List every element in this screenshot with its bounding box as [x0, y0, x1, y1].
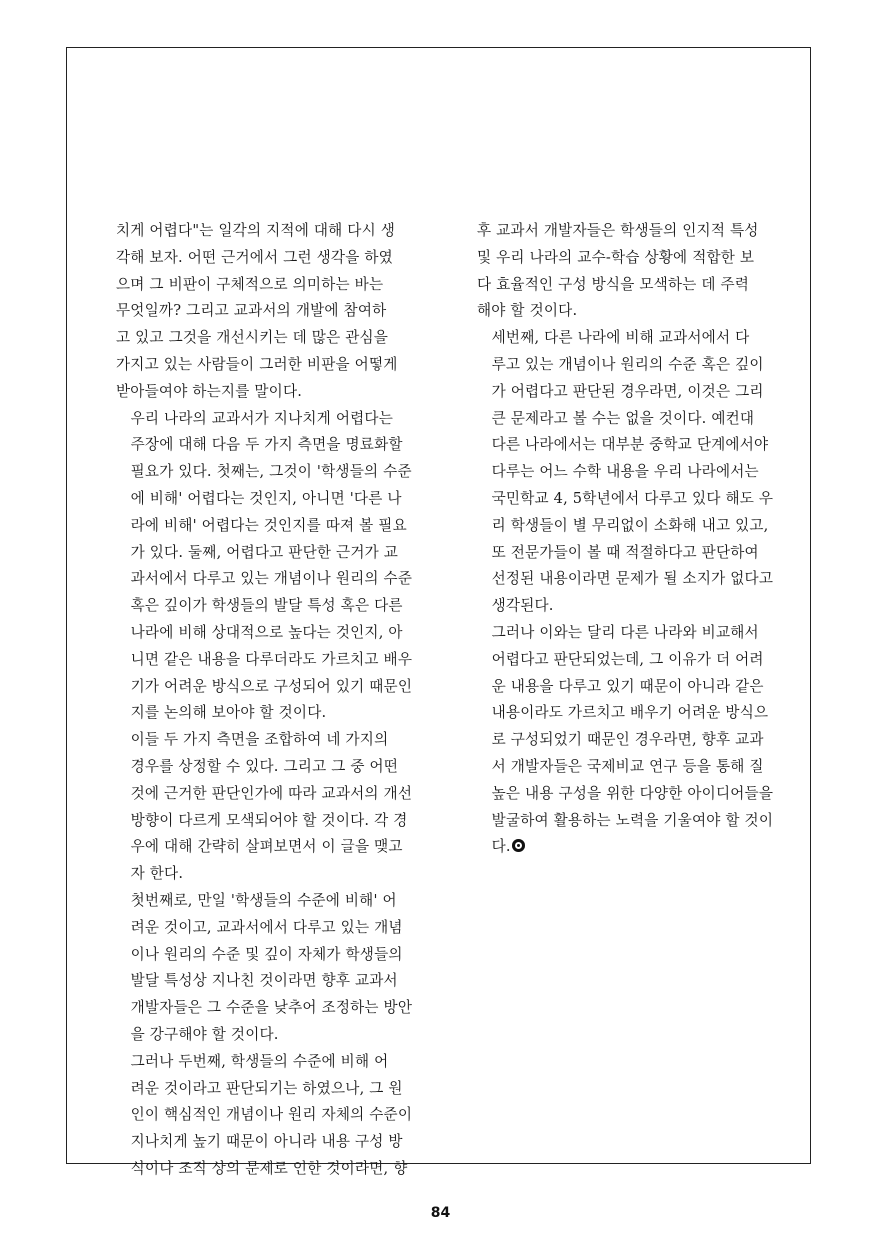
text-line: 서 개발자들은 국제비교 연구 등을 통해 질: [491, 757, 764, 775]
text-line: 으며 그 비판이 구체적으로 의미하는 바는: [116, 275, 384, 293]
text-line: 지를 논의해 보아야 할 것이다.: [130, 704, 327, 722]
text-line: 리 학생들이 별 무리없이 소화해 내고 있고,: [491, 516, 769, 534]
text-line: 치게 어렵다"는 일각의 지적에 대해 다시 생: [116, 222, 396, 239]
text-line: 나라에 비해 상대적으로 높다는 것인지, 아: [130, 623, 403, 641]
end-of-article-icon: [512, 839, 525, 852]
text-line: 혹은 깊이가 학생들의 발달 특성 혹은 다른: [130, 597, 403, 615]
text-line: 무엇일까? 그리고 교과서의 개발에 참여하: [116, 302, 387, 320]
text-line: 운 내용을 다루고 있기 때문이 아니라 같은: [491, 677, 764, 695]
text-line: 경우를 상정할 수 있다. 그리고 그 중 어떤: [130, 757, 399, 775]
text-line: 인이 핵심적인 개념이나 원리 자체의 수준이: [130, 1106, 413, 1124]
text-line: 그러나 두번째, 학생들의 수준에 비해 어: [130, 1052, 389, 1070]
text-line: 루고 있는 개념이나 원리의 수준 혹은 깊이: [491, 355, 764, 373]
text-line: 과서에서 다루고 있는 개념이나 원리의 수준: [130, 570, 413, 588]
text-line: 필요가 있다. 첫째는, 그것이 '학생들의 수준: [130, 463, 412, 481]
text-line: 다른 나라에서는 대부분 중학교 단계에서야: [491, 436, 769, 454]
text-line: 생각된다.: [491, 597, 554, 615]
text-line: 다루는 어느 수학 내용을 우리 나라에서는: [491, 463, 759, 481]
left-text-column: [116, 218, 438, 1183]
text-line: 받아들여야 하는지를 말이다.: [116, 382, 303, 400]
paragraph: [477, 325, 799, 620]
text-line: 발달 특성상 지나친 것이라면 향후 교과서: [130, 972, 398, 990]
page-number: 84: [430, 1205, 451, 1221]
text-line: 려운 것이라고 판단되기는 하였으나, 그 원: [130, 1079, 403, 1097]
text-line: 방향이 다르게 모색되어야 할 것이다. 각 경: [130, 811, 408, 829]
text-line: 그러나 이와는 달리 다른 나라와 비교해서: [491, 623, 759, 641]
text-line: 식이나 조직 상의 문제로 인한 것이라면, 향: [130, 1159, 408, 1177]
text-line: 선정된 내용이라면 문제가 될 소지가 없다고: [491, 570, 774, 588]
text-line: 후 교과서 개발자들은 학생들의 인지적 특성: [477, 222, 759, 239]
text-line: 각해 보자. 어떤 근거에서 그런 생각을 하였: [116, 248, 393, 266]
text-line: 려운 것이고, 교과서에서 다루고 있는 개념: [130, 918, 403, 936]
text-line: 우리 나라의 교과서가 지나치게 어렵다는: [130, 409, 394, 427]
paragraph: [477, 218, 799, 325]
right-text-column: [477, 218, 799, 861]
paragraph: [116, 1049, 438, 1183]
text-line: 또 전문가들이 볼 때 적절하다고 판단하여: [491, 543, 759, 561]
paragraph: [477, 620, 799, 861]
text-line: 높은 내용 구성을 위한 다양한 아이디어들을: [491, 784, 774, 802]
text-line: 큰 문제라고 볼 수는 없을 것이다. 예컨대: [491, 409, 755, 427]
paragraph: [116, 888, 438, 1049]
text-line: 국민학교 4, 5학년에서 다루고 있다 해도 우: [491, 489, 774, 507]
text-line: 내용이라도 가르치고 배우기 어려운 방식으: [491, 704, 769, 722]
text-line: 니면 같은 내용을 다루더라도 가르치고 배우: [130, 650, 413, 668]
text-line: 발굴하여 활용하는 노력을 기울여야 할 것이: [491, 811, 774, 829]
text-line: 기가 어려운 방식으로 구성되어 있기 때문인: [130, 677, 413, 695]
text-line: 다.: [477, 834, 799, 861]
text-line: 가 어렵다고 판단된 경우라면, 이것은 그리: [491, 382, 764, 400]
text-line: 에 비해' 어렵다는 것인지, 아니면 '다른 나: [130, 489, 402, 507]
text-line: 지나치게 높기 때문이 아니라 내용 구성 방: [130, 1133, 403, 1151]
text-line: 자 한다.: [130, 865, 184, 883]
text-line: 가지고 있는 사람들이 그러한 비판을 어떻게: [116, 355, 398, 373]
text-line: 첫번째로, 만일 '학생들의 수준에 비해' 어: [130, 891, 397, 909]
text-line: 로 구성되었기 때문인 경우라면, 향후 교과: [491, 731, 764, 749]
text-line: 해야 할 것이다.: [477, 302, 578, 320]
paragraph: [116, 727, 438, 888]
text-line: 라에 비해' 어렵다는 것인지를 따져 볼 필요: [130, 516, 407, 534]
text-line: 세번째, 다른 나라에 비해 교과서에서 다: [491, 329, 750, 347]
text-line: 가 있다. 둘째, 어렵다고 판단한 근거가 교: [130, 543, 399, 561]
text-line: 어렵다고 판단되었는데, 그 이유가 더 어려: [491, 650, 764, 668]
text-line: 것에 근거한 판단인가에 따라 교과서의 개선: [130, 784, 413, 802]
text-line: 다 효율적인 구성 방식을 모색하는 데 주력: [477, 275, 750, 293]
text-line: 우에 대해 간략히 살펴보면서 이 글을 맺고: [130, 838, 403, 856]
text-line: 주장에 대해 다음 두 가지 측면을 명료화할: [130, 436, 403, 454]
text-line: 고 있고 그것을 개선시키는 데 많은 관심을: [116, 329, 389, 347]
paragraph: [116, 218, 438, 406]
text-line: 및 우리 나라의 교수-학습 상황에 적합한 보: [477, 248, 755, 266]
paragraph: [116, 406, 438, 728]
text-line: 이나 원리의 수준 및 깊이 자체가 학생들의: [130, 945, 403, 963]
text-line: 을 강구해야 할 것이다.: [130, 1025, 279, 1043]
text-line: 이들 두 가지 측면을 조합하여 네 가지의: [130, 731, 389, 749]
text-line: 개발자들은 그 수준을 낮추어 조정하는 방안: [130, 999, 413, 1017]
